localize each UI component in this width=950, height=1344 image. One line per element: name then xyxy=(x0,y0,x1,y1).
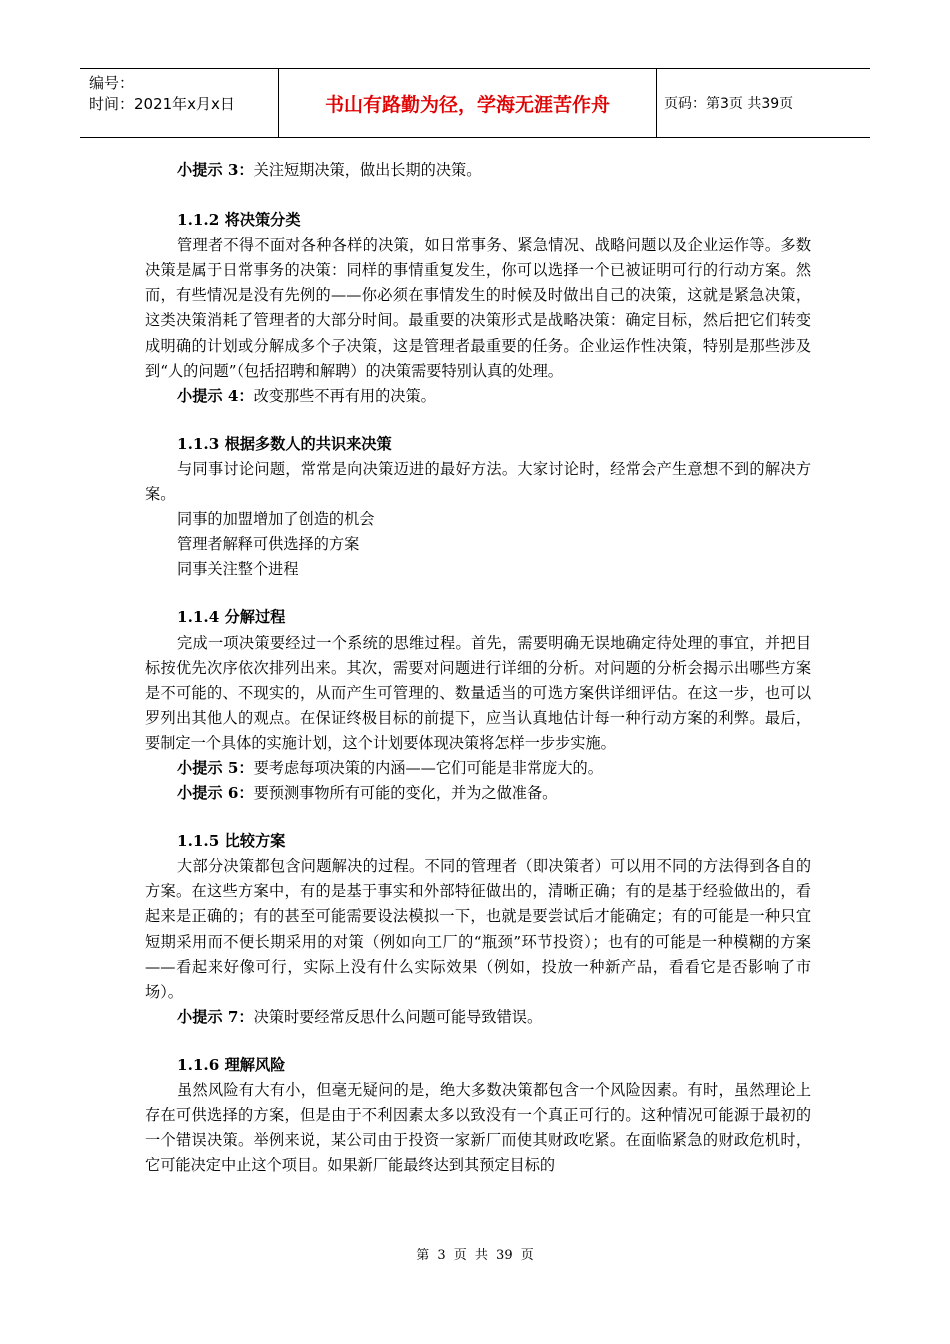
paragraph: 虽然风险有大有小，但毫无疑问的是，绝大多数决策都包含一个风险因素。有时，虽然理论上存在可供选择的方案，但是由于不利因素太多以致没有一个真正可行的。这种情况可能源于最初的一个错误决策。举例来说，某公司由于投资一家新厂而使其财政吃紧。在面临紧急的财政危机时，它可能决定中止这个项目。如果新厂能最终达到其预定目标的 xyxy=(145,1081,811,1175)
tip-label: 小提示 6： xyxy=(177,784,254,803)
tip-text: 改变那些不再有用的决策。 xyxy=(253,386,436,405)
list-item: 同事关注整个进程 xyxy=(177,560,299,579)
list-item: 同事的加盟增加了创造的机会 xyxy=(177,510,375,529)
section-heading-1-1-2: 1.1.2 将决策分类 xyxy=(177,211,301,230)
page-footer: 第 3 页 共 39 页 xyxy=(416,1248,534,1263)
section-heading-1-1-6: 1.1.6 理解风险 xyxy=(177,1055,286,1074)
header-meta xyxy=(80,69,279,137)
tip-5 xyxy=(145,756,811,781)
header-page-number: 页码：第3页 共39页 xyxy=(664,96,794,112)
header-motto: 书山有路勤为径，学海无涯苦作舟 xyxy=(279,69,657,137)
tip-text: 关注短期决策，做出长期的决策。 xyxy=(253,161,482,179)
tip-3 xyxy=(145,158,811,183)
list-item: 管理者解释可供选择的方案 xyxy=(177,535,360,554)
section-heading-1-1-4: 1.1.4 分解过程 xyxy=(177,608,286,627)
paragraph: 完成一项决策要经过一个系统的思维过程。首先，需要明确无误地确定待处理的事宜，并把目标按优先次序依次排列出来。其次，需要对问题进行详细的分析。对问题的分析会揭示出哪些方案是不可能的、不现实的，从而产生可管理的、数量适当的可选方案供详细评估。在这一步，也可以罗列出其他人的观点。在保证终极目标的前提下，应当认真地估计每一种行动方案的利弊。最后，要制定一个具体的实施计划，这个计划要体现决策将怎样一步步实施。 xyxy=(145,633,811,752)
paragraph: 管理者不得不面对各种各样的决策，如日常事务、紧急情况、战略问题以及企业运作等。多数决策是属于日常事务的决策：同样的事情重复发生，你可以选择一个已被证明可行的行动方案。然而，有些情况是没有先例的——你必须在事情发生的时候及时做出自己的决策，这就是紧急决策，这类决策消耗了管理者的大部分时间。最重要的决策形式是战略决策：确定目标，然后把它们转变成明确的计划或分解成多个子决策，这是管理者最重要的任务。企业运作性决策，特别是那些涉及到“人的问题”（包括招聘和解聘）的决策需要特别认真的处理。 xyxy=(145,236,811,380)
section-heading-1-1-5: 1.1.5 比较方案 xyxy=(177,832,286,851)
tip-text: 决策时要经常反思什么问题可能导致错误。 xyxy=(253,1007,543,1026)
document-number: 编号： xyxy=(89,74,135,92)
tip-label: 小提示 3： xyxy=(177,161,254,179)
tip-4 xyxy=(145,384,811,409)
tip-6 xyxy=(145,781,811,806)
section-heading-1-1-3: 1.1.3 根据多数人的共识来决策 xyxy=(177,434,392,453)
tip-label: 小提示 7： xyxy=(177,1007,254,1026)
tip-label: 小提示 4： xyxy=(177,386,254,405)
tip-text: 要考虑每项决策的内涵——它们可能是非常庞大的。 xyxy=(253,758,603,777)
document-body xyxy=(145,158,811,1178)
tip-text: 要预测事物所有可能的变化，并为之做准备。 xyxy=(253,784,558,803)
paragraph: 大部分决策都包含问题解决的过程。不同的管理者（即决策者）可以用不同的方法得到各自的方案。在这些方案中，有的是基于事实和外部特征做出的，清晰正确；有的是基于经验做出的，看起来是正确的；有的甚至可能需要设法模拟一下，也就是要尝试后才能确定；有的可能是一种只宜短期采用而不便长期采用的对策（例如向工厂的“瓶颈”环节投资）；也有的可能是一种模糊的方案——看起来好像可行，实际上没有什么实际效果（例如，投放一种新产品，看看它是否影响了市场）。 xyxy=(145,857,811,1001)
document-date: 时间：2021年x月x日 xyxy=(89,95,235,113)
tip-label: 小提示 5： xyxy=(177,758,254,777)
paragraph: 与同事讨论问题，常常是向决策迈进的最好方法。大家讨论时，经常会产生意想不到的解决方案。 xyxy=(145,459,811,504)
page-header xyxy=(80,68,870,138)
tip-7 xyxy=(145,1005,811,1030)
